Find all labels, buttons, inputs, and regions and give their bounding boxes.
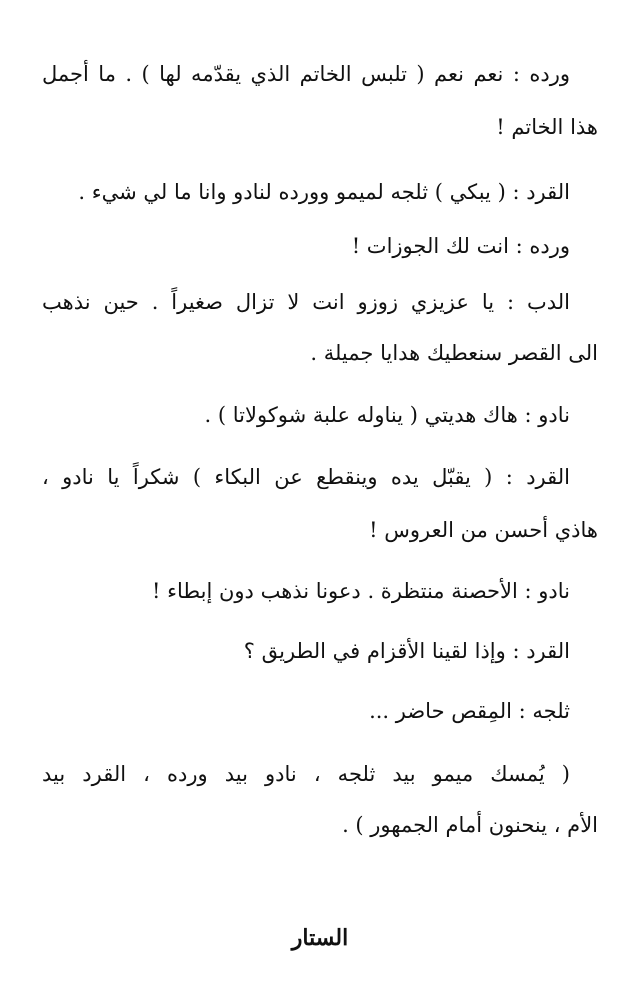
stage-direction-line: ( يُمسك ميمو بيد ثلجه ، نادو بيد ورده ، القرد بيد — [42, 762, 570, 786]
text-line: ورده : نعم نعم ( تلبس الخاتم الذي يقدّمه لها ) . ما أجمل — [42, 62, 570, 86]
text-line: نادو : الأحصنة منتظرة . دعونا نذهب دون إبطاء ! — [152, 579, 570, 603]
text-line: نادو : هاك هديتي ( يناوله علبة شوكولاتا ) . — [204, 403, 570, 427]
text-line: القرد : ( يقبّل يده وينقطع عن البكاء ) شكراً يا نادو ، — [42, 465, 570, 489]
text-line: الدب : يا عزيزي زوزو انت لا تزال صغيراً . حين نذهب — [42, 290, 570, 314]
text-line: القرد : وإذا لقينا الأقزام في الطريق ؟ — [243, 639, 570, 663]
stage-direction-line: الأم ، ينحنون أمام الجمهور ) . — [342, 813, 598, 837]
text-line: ورده : انت لك الجوزات ! — [351, 234, 570, 258]
text-line: هذا الخاتم ! — [496, 115, 598, 139]
curtain-label: الستار — [291, 925, 349, 951]
text-line: ثلجه : المِقص حاضر ... — [369, 699, 570, 723]
text-line: هاذي أحسن من العروس ! — [369, 518, 598, 542]
text-line: الى القصر سنعطيك هدايا جميلة . — [310, 341, 598, 365]
text-line: القرد : ( يبكي ) ثلجه لميمو وورده لنادو وانا ما لي شيء . — [78, 180, 570, 204]
